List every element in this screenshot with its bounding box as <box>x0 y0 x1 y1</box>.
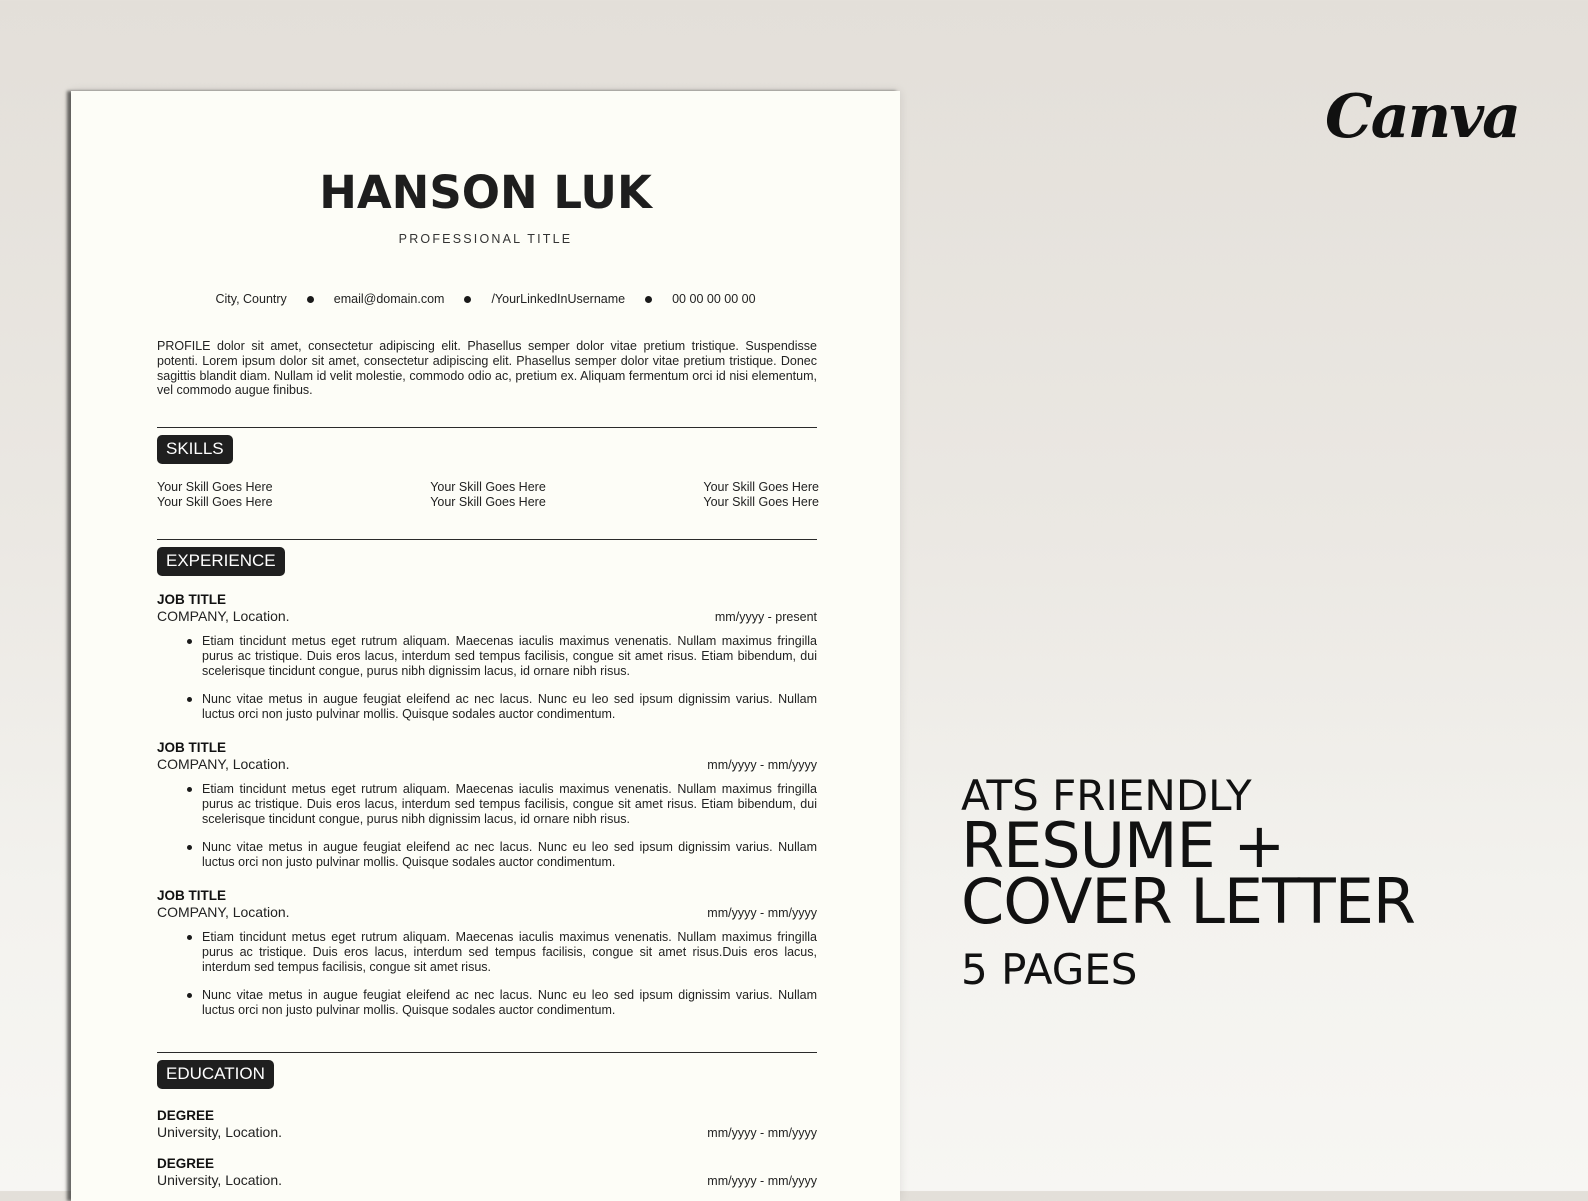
contact-line <box>71 292 900 306</box>
job-entry <box>157 739 817 884</box>
promo-line-cover-letter: COVER LETTER <box>961 865 1415 938</box>
resume-name: HANSON LUK <box>319 166 652 219</box>
section-divider <box>157 1052 817 1053</box>
job-bullet: Etiam tincidunt metus eget rutrum aliquam. Maecenas iaculis maximus venenatis. Nullam maximus fringilla purus ac tristique. Duis eros lacus, interdum sed tempus facilisis, congue sit amet risus. Etiam bibendum, dui scelerisque tincidunt congue, purus nibh dignissim lacus, id ornare nibh risus. <box>202 782 817 826</box>
job-bullet: Nunc vitae metus in augue feugiat eleifend ac nec lacus. Nunc eu leo sed ipsum dignissim varius. Nullam luctus orci non justo pulvinar mollis. Quisque sodales auctor condimentum. <box>202 840 817 870</box>
education-dates: mm/yyyy - mm/yyyy <box>707 1174 817 1188</box>
job-bullet: Nunc vitae metus in augue feugiat eleifend ac nec lacus. Nunc eu leo sed ipsum dignissim varius. Nullam luctus orci non justo pulvinar mollis. Quisque sodales auctor condimentum. <box>202 988 817 1018</box>
job-company: COMPANY, Location. <box>157 608 290 624</box>
job-dates: mm/yyyy - present <box>714 610 817 624</box>
profile-summary: PROFILE dolor sit amet, consectetur adipiscing elit. Phasellus semper dolor vitae pretium tristique. Suspendisse potenti. Lorem ipsum dolor sit amet, consectetur adipiscing elit. Phasellus semper dolor vitae pretium tristique. Donec sagittis blandit diam. Nullam id velit molestie, commodo odio ac, pretium ex. Aliquam fermentum orci id nisi elementum, vel commodo augue finibus. <box>157 339 817 398</box>
skill-item: Your Skill Goes Here <box>703 480 819 494</box>
education-entry <box>157 1107 817 1141</box>
job-bullet: Etiam tincidunt metus eget rutrum aliquam. Maecenas iaculis maximus venenatis. Nullam maximus fringilla purus ac tristique. Duis eros lacus, interdum sed tempus facilisis, congue sit amet risus. Etiam bibendum, dui scelerisque tincidunt congue, purus nibh dignissim lacus, id ornare nibh risus. <box>202 634 817 678</box>
job-bullet: Etiam tincidunt metus eget rutrum aliquam. Maecenas iaculis maximus venenatis. Nullam maximus fringilla purus ac tristique. Duis eros lacus, interdum sed tempus facilisis, congue sit amet risus.Duis eros lacus, interdum sed tempus facilisis, congue sit amet risus. <box>202 930 817 974</box>
bullet-dot-icon <box>645 296 652 303</box>
skill-item: Your Skill Goes Here <box>430 480 546 494</box>
job-company: COMPANY, Location. <box>157 904 290 920</box>
skill-item: Your Skill Goes Here <box>703 495 819 509</box>
school-name: University, Location. <box>157 1124 283 1140</box>
skills-column <box>430 480 546 510</box>
skills-grid <box>157 480 819 510</box>
section-divider <box>157 539 817 540</box>
skill-item: Your Skill Goes Here <box>157 495 273 509</box>
professional-title: PROFESSIONAL TITLE <box>398 232 573 246</box>
job-entry <box>157 887 817 1032</box>
experience-heading: EXPERIENCE <box>157 547 285 576</box>
degree-title: DEGREE <box>157 1108 215 1123</box>
promo-line-ats: ATS FRIENDLY <box>961 771 1252 820</box>
promo-line-pages: 5 PAGES <box>961 945 1138 994</box>
bullet-dot-icon <box>307 296 314 303</box>
contact-email: email@domain.com <box>333 292 445 306</box>
contact-phone: 00 00 00 00 00 <box>672 292 756 306</box>
skills-heading: SKILLS <box>157 435 233 464</box>
promo-line-resume: RESUME + <box>961 809 1285 882</box>
school-name: University, Location. <box>157 1172 283 1188</box>
job-entry <box>157 591 817 736</box>
canva-logo: Canva <box>1325 82 1519 152</box>
job-title: JOB TITLE <box>157 592 227 607</box>
education-heading: EDUCATION <box>157 1060 274 1089</box>
job-title: JOB TITLE <box>157 740 227 755</box>
section-divider <box>157 427 817 428</box>
job-company: COMPANY, Location. <box>157 756 290 772</box>
contact-location: City, Country <box>215 292 287 306</box>
skill-item: Your Skill Goes Here <box>157 480 273 494</box>
job-title: JOB TITLE <box>157 888 227 903</box>
resume-page <box>71 91 900 1201</box>
education-entry <box>157 1155 817 1189</box>
skills-column <box>157 480 273 510</box>
job-dates: mm/yyyy - mm/yyyy <box>707 758 817 772</box>
job-dates: mm/yyyy - mm/yyyy <box>707 906 817 920</box>
job-bullet: Nunc vitae metus in augue feugiat eleifend ac nec lacus. Nunc eu leo sed ipsum dignissim varius. Nullam luctus orci non justo pulvinar mollis. Quisque sodales auctor condimentum. <box>202 692 817 722</box>
skill-item: Your Skill Goes Here <box>430 495 546 509</box>
contact-linkedin: /YourLinkedInUsername <box>491 292 626 306</box>
degree-title: DEGREE <box>157 1156 215 1171</box>
bullet-dot-icon <box>464 296 471 303</box>
skills-column <box>703 480 819 510</box>
education-dates: mm/yyyy - mm/yyyy <box>707 1126 817 1140</box>
